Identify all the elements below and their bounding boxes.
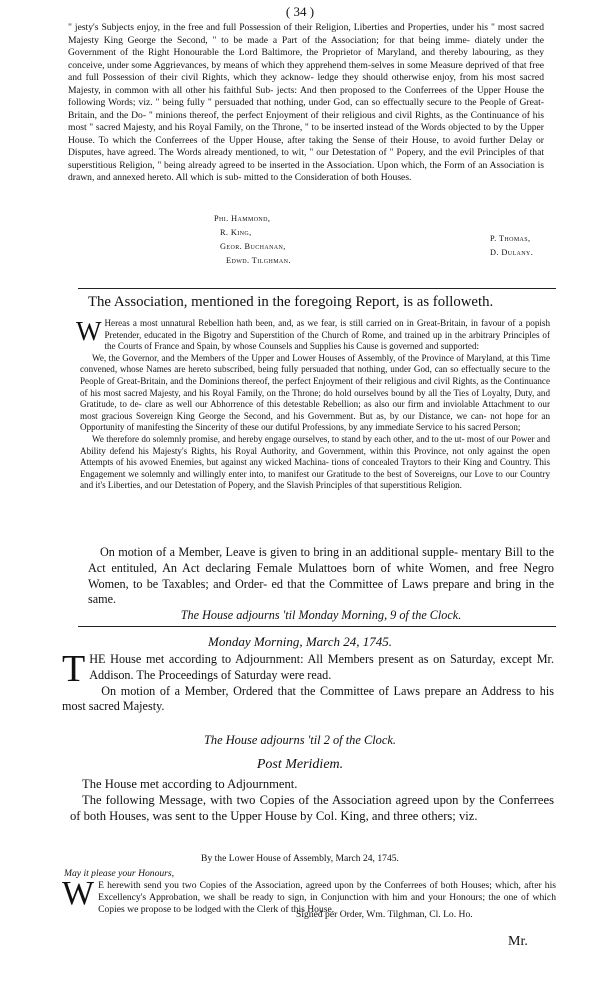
signed-line: Signed per Order, Wm. Tilghman, Cl. Lo. Ho. xyxy=(296,909,473,920)
association-paragraph: W Hereas a most unnatural Rebellion hath been, and, as we fear, is still carried on in Great-Britain, in favour of a popish Pretender, educated in the Bigotry and Superstition of the Church of Rome, and trained up in the arbitrary Principles of the Courts of France and Spain, by whose Counsels and Supplies his Cause is governed and supported: xyxy=(76,316,550,352)
drop-cap: T xyxy=(62,648,86,690)
post-meridiem-heading: Post Meridiem. xyxy=(256,757,344,772)
monday-proceedings xyxy=(62,648,554,715)
association-title: The Association, mentioned in the foregoing Report, is as followeth. xyxy=(88,294,494,310)
monday-text: THE House met according to Adjournment: All Members present as on Saturday, except Mr. Addison. The Proceedings of Saturday were read. xyxy=(62,648,554,690)
signature-left-3: Geor. Buchanan, xyxy=(220,242,286,251)
catchword: Mr. xyxy=(508,934,528,949)
section-divider xyxy=(78,626,556,627)
association-paragraph: We therefore do solemnly promise, and hereby engage ourselves, to stand by each other, and to the ut- most of our Power and Ability defend his Majesty's Rights, his Royal Authority, and Government, within this Province, not only against the open Attempts of his avowed Enemies, but against any wicked Machina- tions of concealed Traytors to their King and Country. This Engagement we solemnly and willingly enter into, to manifest our Gratitude to the best of Sovereigns, our Love to our Country and it's Liberties, and our Detestation of Popery, and the Slavish Principles of that superstitious Religion. xyxy=(80,433,550,491)
signature-left-4: Edwd. Tilghman. xyxy=(226,256,291,265)
conference-report-text: " jesty's Subjects enjoy, in the free and full Possession of their Religion, Liberties and Properties, under his " most sacred Majesty King George the Second, " to be made a Part of the Association; for that being imme- diately under the Government of the Right Honourable the Lord Baltimore, the Proprietor of Maryland, and thereby labouring, as they conceive, under some Aggrievances, by means of which they apprehend them-selves in some Measure deprived of that free and full Possession of their civil Rights, which they acknow- ledge they should otherwise enjoy, from his most sacred Majesty, in common with all other his faithful Sub- jects: And then proposed to the Conferrees of the Upper House the following Words; viz. " being fully " persuaded that nothing, under God, can so effectually secure to the People of Great-Britain, and the Do- " minions thereof, the perfect Enjoyment of their religious and civil Rights, as the Continuance of his most " sacred Majesty, and his Royal Family, on the Throne, " to be inserted instead of the Words objected to by the Upper House. To which the Conferrees of the Upper House, after taking the Sense of their House, to avoid further Delay or Disputes, have agreed. The Words already mentioned, to wit, " our Detestation of " Popery, and the evil Principles of that superstitious Religion, " being already agreed to be inserted in the Association. Upon which, the Form of an Association is drawn, and annexed hereto. All which is sub- mitted to the Consideration of both Houses. xyxy=(68,22,544,183)
association-text xyxy=(76,316,550,492)
motion-text: On motion of a Member, Ordered that the Committee of Laws prepare an Address to his most sacred Majesty. xyxy=(62,683,554,714)
signature-left-2: R. King, xyxy=(220,228,252,237)
salutation: May it please your Honours, xyxy=(64,868,175,879)
motion-block-1 xyxy=(88,545,554,624)
afternoon-line: The following Message, with two Copies of the Association agreed upon by the Conferrees of both Houses, was sent to the Upper House by Col. King, and three others; viz. xyxy=(70,793,554,823)
signature-right-2: D. Dulany. xyxy=(490,248,534,257)
signature-left-1: Phi. Hammond, xyxy=(214,214,271,223)
signature-right-1: P. Thomas, xyxy=(490,234,531,243)
message-text: W E herewith send you two Copies of the Association, agreed upon by the Conferrees of both Houses; which, after his Excellency's Approbation, we shall be ready to sign, in Conjunction with him and your Honours; the one of which Copies we propose to be lodged with the Clerk of this House. xyxy=(62,875,556,916)
motion-text: On motion of a Member, Leave is given to bring in an additional supple- mentary Bill to the Act entituled, An Act declaring Female Mulattoes born of white Women, and free Negro Women, to be Taxables; and Order- ed that the Committee of Laws prepare and bring in the same. xyxy=(88,545,554,607)
adjournment-line: The House adjourns 'til 2 of the Clock. xyxy=(204,733,396,747)
afternoon-proceedings xyxy=(70,776,554,824)
drop-cap: W xyxy=(62,875,95,912)
page-number: ( 34 ) xyxy=(285,4,315,19)
lower-house-heading: By the Lower House of Assembly, March 24, 1745. xyxy=(201,853,399,864)
section-divider xyxy=(78,288,556,289)
afternoon-line: The House met according to Adjournment. xyxy=(82,777,298,791)
drop-cap: W xyxy=(76,316,102,346)
date-heading: Monday Morning, March 24, 1745. xyxy=(207,634,393,649)
association-paragraph: We, the Governor, and the Members of the Upper and Lower Houses of Assembly, of the Province of Maryland, at this Time convened, whose Names are hereto subscribed, being fully persuaded that nothing, under God, can so effectually secure to the People of Great-Britain, and the Dominions thereof, the perfect Enjoyment of their religious and civil Rights, as the Continuance of his most sacred Majesty, and his Royal Family, on the Throne; do hold ourselves bound by all the Ties of Loyalty, Duty, and Gratitude, to de- clare as well our Abhorrence of this detestable Rebellion; as also our firm and inviolable Attachment to our most gracious Sovereign King George the Second, and his Government. But as, by our Distance, we can- not hope for an Opportunity of manifesting the Sincerity of these our dutiful Professions, by any immediate Service to his sacred Person; xyxy=(80,352,550,433)
signature-block xyxy=(0,214,600,284)
adjournment-line: The House adjourns 'til Monday Morning, 9 of the Clock. xyxy=(180,608,462,623)
